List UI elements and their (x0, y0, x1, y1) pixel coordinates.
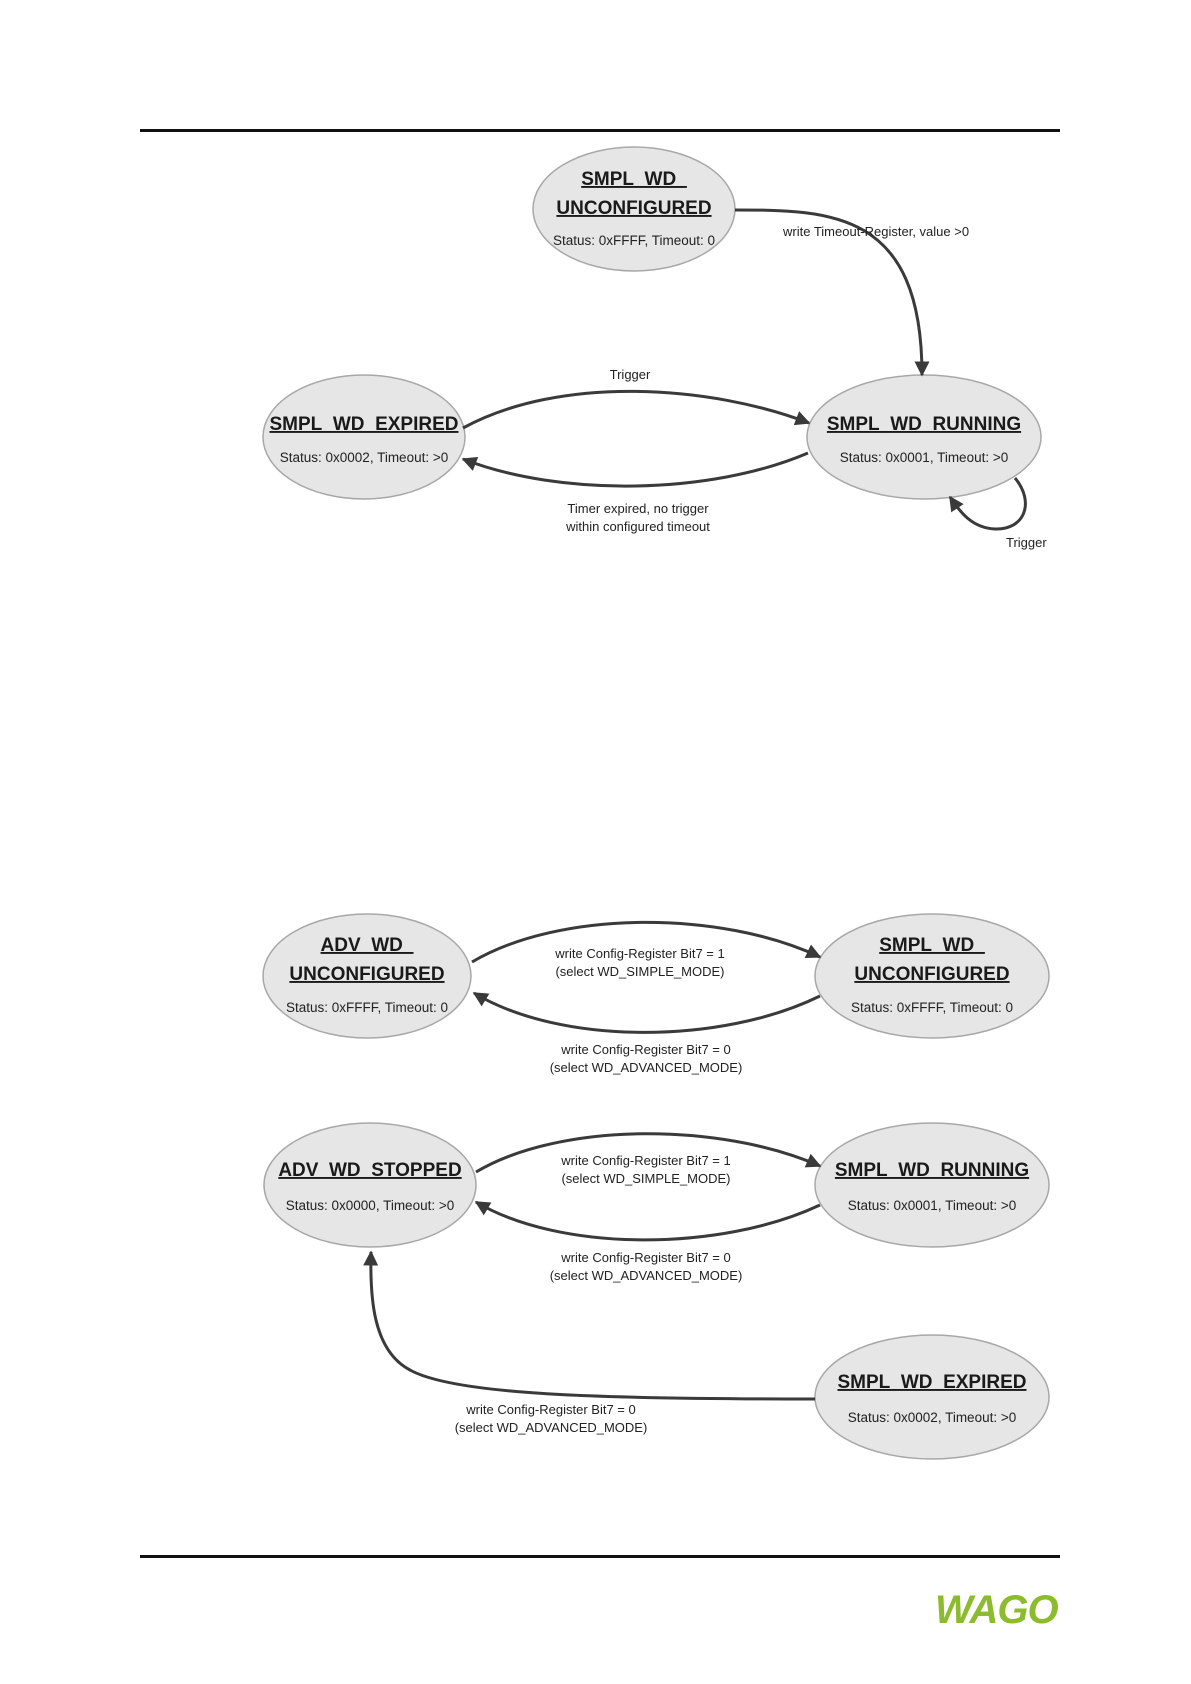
state-title: SMPL_WD_EXPIRED (269, 414, 459, 435)
edge-trigger (463, 391, 809, 428)
state-title: SMPL_WD_ (581, 169, 687, 190)
state-smpl-expired (263, 375, 465, 499)
state-adv-unconfigured (263, 914, 471, 1038)
edge-label-to-advanced-3: (select WD_ADVANCED_MODE) (454, 1420, 648, 1435)
state-title: SMPL_WD_EXPIRED (837, 1372, 1027, 1393)
state-status: Status: 0x0001, Timeout: >0 (839, 450, 1009, 465)
state-title: ADV_WD_ (320, 935, 414, 956)
edge-label-trigger-self: Trigger (1006, 535, 1047, 550)
edge-to-advanced-1 (474, 993, 820, 1032)
edge-timer-expired (463, 453, 808, 486)
state-title: ADV_WD_STOPPED (278, 1160, 462, 1181)
edge-label-write-timeout: write Timeout-Register, value >0 (783, 224, 970, 239)
state-status: Status: 0x0001, Timeout: >0 (847, 1198, 1017, 1213)
edge-label-to-simple-1: (select WD_SIMPLE_MODE) (555, 964, 725, 979)
edge-label-to-simple-2: write Config-Register Bit7 = 1 (561, 1153, 731, 1168)
state-title: SMPL_WD_RUNNING (834, 1160, 1030, 1181)
state-title: UNCONFIGURED (556, 198, 712, 219)
wago-logo (935, 1587, 1065, 1629)
wago-logo-text: WAGO (935, 1588, 1058, 1629)
state-status: Status: 0x0002, Timeout: >0 (847, 1410, 1017, 1425)
edge-label-to-advanced-2: (select WD_ADVANCED_MODE) (549, 1268, 743, 1283)
state-status: Status: 0xFFFF, Timeout: 0 (285, 1000, 449, 1015)
state-status: Status: 0xFFFF, Timeout: 0 (850, 1000, 1014, 1015)
state-title: SMPL_WD_ (879, 935, 985, 956)
state-title: UNCONFIGURED (289, 964, 445, 985)
state-adv-stopped (264, 1123, 476, 1247)
edge-label-to-simple-2: (select WD_SIMPLE_MODE) (561, 1171, 731, 1186)
state-status: Status: 0x0000, Timeout: >0 (285, 1198, 455, 1213)
state-smpl-expired-2 (815, 1335, 1049, 1459)
edge-label-to-advanced-3: write Config-Register Bit7 = 0 (466, 1402, 636, 1417)
edge-label-timer-expired: Timer expired, no trigger (567, 501, 709, 516)
state-smpl-unconfigured-2 (815, 914, 1049, 1038)
edge-to-advanced-2 (476, 1202, 820, 1240)
state-smpl-running (807, 375, 1041, 499)
state-title: UNCONFIGURED (854, 964, 1010, 985)
state-smpl-unconfigured (533, 147, 735, 271)
state-smpl-running-2 (815, 1123, 1049, 1247)
state-status: Status: 0x0002, Timeout: >0 (279, 450, 449, 465)
edge-label-to-simple-1: write Config-Register Bit7 = 1 (555, 946, 725, 961)
state-status: Status: 0xFFFF, Timeout: 0 (552, 233, 716, 248)
edge-label-to-advanced-1: write Config-Register Bit7 = 0 (561, 1042, 731, 1057)
edge-label-trigger: Trigger (609, 367, 651, 382)
edge-label-to-advanced-1: (select WD_ADVANCED_MODE) (549, 1060, 743, 1075)
state-title: SMPL_WD_RUNNING (826, 414, 1022, 435)
edge-label-to-advanced-2: write Config-Register Bit7 = 0 (561, 1250, 731, 1265)
edge-label-timer-expired: within configured timeout (566, 519, 710, 534)
